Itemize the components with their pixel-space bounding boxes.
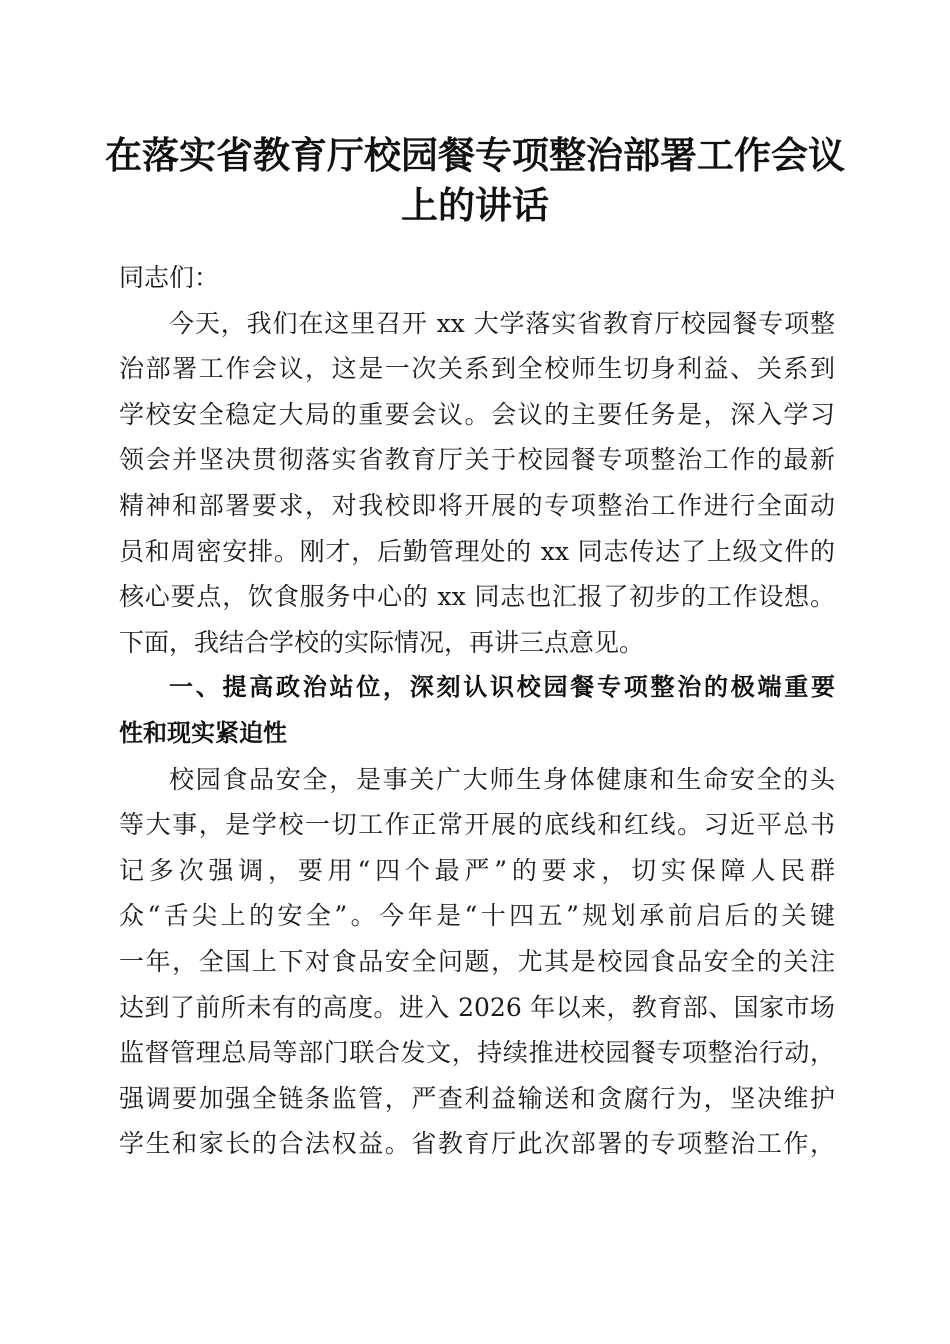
paragraph-1-line: 下面，我结合学校的实际情况，再讲三点意见。	[119, 627, 645, 657]
title-line-1: 在落实省教育厅校园餐专项整治部署工作会议	[105, 133, 845, 177]
paragraph-1-line: 学校安全稳定大局的重要会议。会议的主要任务是，深入学习	[119, 399, 835, 429]
document-title	[95, 130, 855, 230]
paragraph-2-line: 学生和家长的合法权益。省教育厅此次部署的专项整治工作，	[119, 1129, 835, 1159]
section-heading-1: 一、提高政治站位，深刻认识校园餐专项整治的极端重要	[169, 673, 835, 702]
document-body	[119, 255, 835, 1167]
paragraph-2-line: 校园食品安全，是事关广大师生身体健康和生命安全的头	[169, 764, 835, 794]
paragraph-1-line: 治部署工作会议，这是一次关系到全校师生切身利益、关系到	[119, 354, 835, 384]
paragraph-1-line: 员和周密安排。刚才，后勤管理处的 xx 同志传达了上级文件的	[119, 536, 835, 566]
paragraph-2-line: 监督管理总局等部门联合发文，持续推进校园餐专项整治行动，	[119, 1038, 835, 1068]
paragraph-1-line: 精神和部署要求，对我校即将开展的专项整治工作进行全面动	[119, 490, 835, 520]
paragraph-2-line: 等大事，是学校一切工作正常开展的底线和红线。习近平总书	[119, 810, 835, 840]
greeting: 同志们：	[119, 263, 220, 292]
paragraph-2-line: 强调要加强全链条监管，严查利益输送和贪腐行为，坚决维护	[119, 1083, 835, 1113]
title-line-2: 上的讲话	[401, 183, 549, 227]
paragraph-1-line: 核心要点，饮食服务中心的 xx 同志也汇报了初步的工作设想。	[119, 582, 835, 612]
paragraph-2-line: 记多次强调，要用“四个最严”的要求，切实保障人民群	[119, 855, 835, 885]
paragraph-2-line: 达到了前所未有的高度。进入 2026 年以来，教育部、国家市场	[119, 992, 835, 1022]
paragraph-2-line: 众“舌尖上的安全”。今年是“十四五”规划承前启后的关键	[119, 901, 835, 931]
section-heading-1-cont: 性和现实紧迫性	[119, 718, 287, 747]
paragraph-2-line: 一年，全国上下对食品安全问题，尤其是校园食品安全的关注	[119, 946, 835, 976]
paragraph-1-line: 领会并坚决贯彻落实省教育厅关于校园餐专项整治工作的最新	[119, 445, 835, 475]
paragraph-1-line: 今天，我们在这里召开 xx 大学落实省教育厅校园餐专项整	[169, 308, 835, 338]
